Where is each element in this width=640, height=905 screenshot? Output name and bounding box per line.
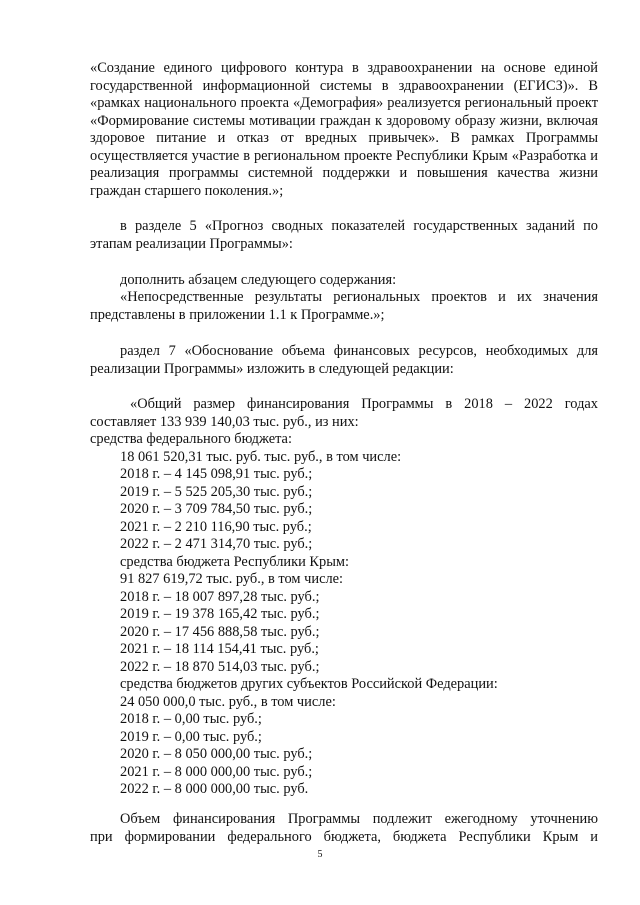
- crimea-year-2020: 2020 г. – 17 456 888,58 тыс. руб.;: [120, 623, 320, 640]
- paragraph-total-funding: «Общий размер финансирования Программы в 2018 – 2022 годах составляет 133 939 140,03 тыс. руб., из них:: [90, 396, 598, 430]
- crimea-budget-total: 91 827 619,72 тыс. руб., в том числе:: [120, 571, 344, 587]
- crimea-year-2019: 2019 г. – 19 378 165,42 тыс. руб.;: [120, 606, 320, 622]
- closing-line-1: Объем финансирования Программы подлежит ежегодному уточнению: [120, 811, 598, 827]
- crimea-year-2022: 2022 г. – 18 870 514,03 тыс. руб.;: [120, 658, 320, 675]
- page-number: 5: [317, 849, 323, 860]
- paragraph-results: «Непосредственные результаты региональных проектов и их значения представлены в приложении 1.1 к Программе.»;: [90, 289, 598, 323]
- other-budgets-total: 24 050 000,0 тыс. руб., в том числе:: [120, 693, 336, 710]
- other-budgets-label: средства бюджетов других субъектов Российской Федерации:: [120, 676, 498, 692]
- federal-year-2019: 2019 г. – 5 525 205,30 тыс. руб.;: [120, 483, 313, 500]
- federal-year-2021: 2021 г. – 2 210 116,90 тыс. руб.;: [120, 518, 312, 535]
- crimea-budget-label: средства бюджета Республики Крым:: [120, 553, 349, 570]
- other-year-2018: 2018 г. – 0,00 тыс. руб.;: [120, 711, 262, 727]
- federal-budget-label: средства федерального бюджета:: [90, 431, 292, 447]
- federal-year-2022: 2022 г. – 2 471 314,70 тыс. руб.;: [120, 536, 313, 552]
- crimea-year-2018: 2018 г. – 18 007 897,28 тыс. руб.;: [120, 588, 320, 605]
- federal-budget-total: 18 061 520,31 тыс. руб. тыс. руб., в том числе:: [120, 448, 402, 465]
- other-year-2022: 2022 г. – 8 000 000,00 тыс. руб.: [120, 781, 309, 797]
- funding-breakdown: [90, 431, 598, 799]
- paragraph-supplement: дополнить абзацем следующего содержания:: [120, 272, 397, 288]
- crimea-year-2021: 2021 г. – 18 114 154,41 тыс. руб.;: [120, 641, 319, 657]
- other-year-2021: 2021 г. – 8 000 000,00 тыс. руб.;: [120, 763, 313, 780]
- paragraph-section5: в разделе 5 «Прогноз сводных показателей государственных заданий по этапам реализации Программы»:: [90, 218, 598, 252]
- paragraph-section7: раздел 7 «Обоснование объема финансовых ресурсов, необходимых для реализации Программы» изложить в следующей редакции:: [90, 343, 598, 377]
- federal-year-2018: 2018 г. – 4 145 098,91 тыс. руб.;: [120, 466, 313, 482]
- federal-year-2020: 2020 г. – 3 709 784,50 тыс. руб.;: [120, 501, 313, 517]
- other-year-2020: 2020 г. – 8 050 000,00 тыс. руб.;: [120, 746, 313, 762]
- paragraph-closing: [90, 811, 598, 846]
- closing-line-2: при формировании федерального бюджета, бюджета Республики Крым и: [90, 828, 598, 845]
- other-year-2019: 2019 г. – 0,00 тыс. руб.;: [120, 728, 262, 745]
- paragraph-program-text: «Создание единого цифрового контура в здравоохранении на основе единой государственной информационной системы в здравоохранении (ЕГИСЗ)». В «рамках национального проекта «Демография» реализуется региональный проект «Формирование системы мотивации граждан к здоровому образу жизни, включая здоровое питание и отказ от вредных привычек». В рамках Программы осуществляется участие в региональном проекте Республики Крым «Разработка и реализация программы системной поддержки и повышения качества жизни граждан старшего поколения.»;: [90, 60, 598, 199]
